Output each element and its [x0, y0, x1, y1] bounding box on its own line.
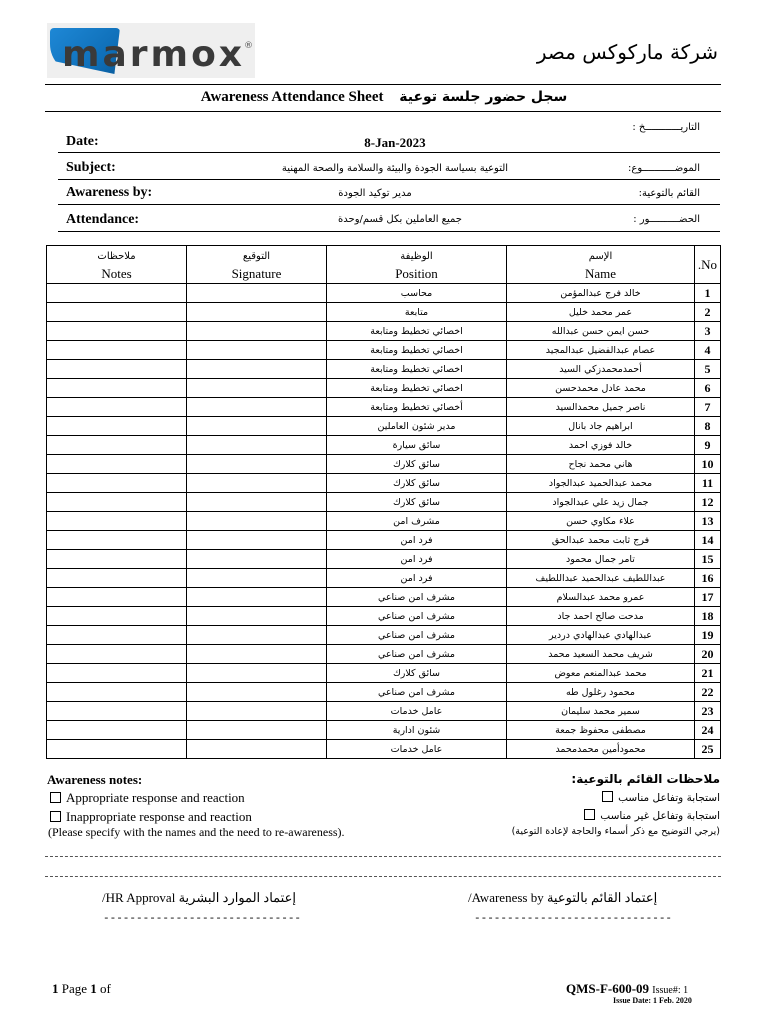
name-cell: محمد عبدالمنعم معوض [507, 664, 695, 683]
hr-approval-label: /HR Approval إعتماد الموارد البشرية [102, 890, 296, 905]
name-cell: مصطفى محفوظ جمعة [507, 721, 695, 740]
signature-cell[interactable] [187, 398, 327, 417]
inappropriate-option-arabic[interactable] [582, 809, 720, 822]
position-cell: سائق كلارك [327, 474, 507, 493]
position-header: الوظيفة Position [327, 246, 507, 284]
position-cell: عامل خدمات [327, 702, 507, 721]
name-cell: ناصر جميل محمدالسيد [507, 398, 695, 417]
inappropriate-label-arabic: استجابة وتفاعل غير مناسب [600, 810, 720, 822]
table-row [47, 550, 721, 569]
number-cell: 8 [695, 417, 721, 436]
table-header-row [47, 246, 721, 284]
notes-cell[interactable] [47, 455, 187, 474]
notes-cell[interactable] [47, 531, 187, 550]
signature-header: التوقيع Signature [187, 246, 327, 284]
name-cell: عصام عبدالفضيل عبدالمجيد [507, 341, 695, 360]
name-cell: سمير محمد سليمان [507, 702, 695, 721]
notes-cell[interactable] [47, 740, 187, 759]
table-row [47, 303, 721, 322]
table-row [47, 626, 721, 645]
table-row [47, 702, 721, 721]
notes-cell[interactable] [47, 417, 187, 436]
table-row [47, 417, 721, 436]
table-row [47, 379, 721, 398]
appropriate-label-arabic: استجابة وتفاعل مناسب [618, 792, 720, 804]
position-cell: اخصائي تخطيط ومتابعة [327, 379, 507, 398]
number-cell: 16 [695, 569, 721, 588]
name-cell: محمد عبدالحميد عبدالجواد [507, 474, 695, 493]
position-cell: سائق كلارك [327, 493, 507, 512]
position-cell: مشرف امن صناعي [327, 607, 507, 626]
table-row [47, 341, 721, 360]
number-cell: 14 [695, 531, 721, 550]
date-rule [58, 152, 720, 153]
table-row [47, 721, 721, 740]
position-cell: مشرف امن صناعي [327, 626, 507, 645]
signature-cell[interactable] [187, 493, 327, 512]
position-cell: عامل خدمات [327, 740, 507, 759]
number-cell: 25 [695, 740, 721, 759]
signature-cell[interactable] [187, 626, 327, 645]
signature-cell[interactable] [187, 455, 327, 474]
appropriate-checkbox[interactable] [50, 792, 61, 803]
name-cell: علاء مكاوي حسن [507, 512, 695, 531]
notes-cell[interactable] [47, 398, 187, 417]
name-cell: عبدالهادي عبدالهادي دردير [507, 626, 695, 645]
name-cell: ابراهيم جاد بانال [507, 417, 695, 436]
name-cell: خالد فوزي احمد [507, 436, 695, 455]
table-row [47, 493, 721, 512]
position-cell: متابعة [327, 303, 507, 322]
registered-mark: ® [244, 41, 253, 51]
page-total: 1 [90, 981, 97, 996]
issue-date: Issue Date: 1 Feb. 2020 [613, 996, 692, 1005]
number-cell: 11 [695, 474, 721, 493]
notes-cell[interactable] [47, 284, 187, 303]
signature-cell[interactable] [187, 740, 327, 759]
company-logo: marmox [62, 34, 246, 75]
page-indicator [52, 981, 111, 997]
notes-cell[interactable] [47, 303, 187, 322]
subject-rule [58, 179, 720, 180]
name-cell: عمرو محمد عبدالسلام [507, 588, 695, 607]
sheet-title-en: Awareness Attendance Sheet [200, 89, 384, 105]
form-code-number: QMS-F-600-09 [566, 981, 650, 996]
number-cell: 24 [695, 721, 721, 740]
awareness-by-rule [58, 204, 720, 205]
notes-cell[interactable] [47, 702, 187, 721]
notes-cell[interactable] [47, 436, 187, 455]
number-cell: 13 [695, 512, 721, 531]
name-cell: شريف محمد السعيد محمد [507, 645, 695, 664]
name-cell: حسن ايمن حسن عبدالله [507, 322, 695, 341]
table-row [47, 322, 721, 341]
number-cell: 15 [695, 550, 721, 569]
signature-cell[interactable] [187, 379, 327, 398]
number-cell: 2 [695, 303, 721, 322]
notes-dash-line-2 [45, 876, 721, 877]
appropriate-option[interactable] [48, 790, 245, 806]
notes-dash-line-1 [45, 856, 721, 857]
number-cell: 4 [695, 341, 721, 360]
name-header: الإسم Name [507, 246, 695, 284]
inappropriate-option[interactable] [48, 809, 252, 825]
name-cell: مدحت صالح احمد جاد [507, 607, 695, 626]
position-cell: محاسب [327, 284, 507, 303]
name-cell: محمودأمين محمدمحمد [507, 740, 695, 759]
awareness-notes-title: Awareness notes: [47, 772, 143, 787]
sheet-title [0, 89, 768, 106]
table-row [47, 512, 721, 531]
date-label: Date: [66, 134, 99, 149]
position-cell: فرد امن [327, 531, 507, 550]
table-row [47, 588, 721, 607]
number-cell: 5 [695, 360, 721, 379]
notes-cell[interactable] [47, 474, 187, 493]
table-row [47, 360, 721, 379]
name-cell: تامر جمال محمود [507, 550, 695, 569]
inappropriate-checkbox-arabic[interactable] [584, 809, 595, 820]
table-row [47, 398, 721, 417]
awareness-by-label: Awareness by: [66, 185, 153, 200]
number-cell: 6 [695, 379, 721, 398]
notes-cell[interactable] [47, 645, 187, 664]
number-cell: 1 [695, 284, 721, 303]
subject-label-arabic: الموضـــــــــــوع: [628, 163, 700, 174]
signature-cell[interactable] [187, 474, 327, 493]
notes-cell[interactable] [47, 341, 187, 360]
notes-cell[interactable] [47, 721, 187, 740]
signature-cell[interactable] [187, 702, 327, 721]
name-cell: خالد فرج عبدالمؤمن [507, 284, 695, 303]
number-cell: 12 [695, 493, 721, 512]
inappropriate-label: Inappropriate response and reaction [66, 809, 252, 824]
number-cell: 18 [695, 607, 721, 626]
number-cell: 9 [695, 436, 721, 455]
company-name-arabic: شركة ماركوكس مصر [536, 40, 718, 64]
table-row [47, 645, 721, 664]
position-cell: سائق كلارك [327, 455, 507, 474]
notes-cell[interactable] [47, 379, 187, 398]
number-cell: 3 [695, 322, 721, 341]
position-cell: شئون ادارية [327, 721, 507, 740]
position-cell: مشرف امن [327, 512, 507, 531]
signature-cell[interactable] [187, 569, 327, 588]
awareness-approval-label: /Awareness by إعتماد القائم بالتوعية [468, 890, 658, 905]
signature-cell[interactable] [187, 683, 327, 702]
position-cell: اخصائي تخطيط ومتابعة [327, 322, 507, 341]
position-cell: سائق سيارة [327, 436, 507, 455]
position-cell: اخصائي تخطيط ومتابعة [327, 341, 507, 360]
position-cell: سائق كلارك [327, 664, 507, 683]
signature-cell[interactable] [187, 436, 327, 455]
form-code [566, 981, 688, 997]
date-value: 8-Jan-2023 [364, 135, 426, 150]
number-cell: 17 [695, 588, 721, 607]
number-cell: 7 [695, 398, 721, 417]
signature-cell[interactable] [187, 588, 327, 607]
awareness-signature-line: ------------------------------ [474, 913, 673, 925]
signature-cell[interactable] [187, 417, 327, 436]
notes-cell[interactable] [47, 664, 187, 683]
position-cell: اخصائي تخطيط ومتابعة [327, 360, 507, 379]
issue-number: Issue#: 1 [652, 985, 689, 996]
number-cell: 23 [695, 702, 721, 721]
page-text: Page [61, 981, 88, 996]
table-row [47, 740, 721, 759]
title-top-rule [45, 84, 721, 85]
name-cell: عبداللطيف عبدالحميد عبداللطيف [507, 569, 695, 588]
table-row [47, 531, 721, 550]
signature-cell[interactable] [187, 531, 327, 550]
table-row [47, 436, 721, 455]
table-row [47, 664, 721, 683]
name-cell: أحمدمحمدزكي السيد [507, 360, 695, 379]
attendance-table [46, 245, 721, 759]
name-cell: فرج ثابت محمد عبدالحق [507, 531, 695, 550]
table-row [47, 607, 721, 626]
signature-cell[interactable] [187, 284, 327, 303]
table-row [47, 284, 721, 303]
signature-cell[interactable] [187, 512, 327, 531]
number-cell: 10 [695, 455, 721, 474]
number-cell: 20 [695, 645, 721, 664]
hr-signature-line: ------------------------------ [103, 913, 302, 925]
appropriate-label: Appropriate response and reaction [66, 790, 245, 805]
attendance-label: Attendance: [66, 212, 140, 227]
attendance-rule [58, 231, 720, 232]
signature-cell[interactable] [187, 645, 327, 664]
position-cell: مدير شئون العاملين [327, 417, 507, 436]
signature-cell[interactable] [187, 341, 327, 360]
signature-cell[interactable] [187, 303, 327, 322]
notes-cell[interactable] [47, 607, 187, 626]
notes-cell[interactable] [47, 626, 187, 645]
awareness-by-label-arabic: القائم بالتوعية: [638, 188, 700, 199]
subject-value: التوعية بسياسة الجودة والبيئة والسلامة والصحة المهنية [281, 163, 509, 174]
name-cell: محمد عادل محمدحسن [507, 379, 695, 398]
signature-cell[interactable] [187, 360, 327, 379]
notes-cell[interactable] [47, 569, 187, 588]
page-of: of [100, 981, 111, 996]
signature-cell[interactable] [187, 322, 327, 341]
attendance-value: جميع العاملين بكل قسم/وحدة [338, 214, 462, 225]
number-header: .No [695, 246, 721, 284]
signature-cell[interactable] [187, 550, 327, 569]
position-cell: فرد امن [327, 550, 507, 569]
notes-header: ملاحظات Notes [47, 246, 187, 284]
notes-cell[interactable] [47, 512, 187, 531]
appropriate-option-arabic[interactable] [600, 791, 720, 804]
name-cell: هاني محمد نجاح [507, 455, 695, 474]
date-label-arabic: التاريــــــــــــخ : [632, 122, 700, 133]
awareness-notes-title-arabic: ملاحظات القائم بالتوعية: [571, 772, 720, 786]
table-row [47, 474, 721, 493]
signature-cell[interactable] [187, 664, 327, 683]
name-cell: جمال زيد علي عبدالجواد [507, 493, 695, 512]
signature-cell[interactable] [187, 607, 327, 626]
inappropriate-checkbox[interactable] [50, 811, 61, 822]
notes-cell[interactable] [47, 550, 187, 569]
title-bottom-rule [45, 111, 721, 112]
specify-note-arabic: (يرجي التوضيح مع ذكر أسماء والحاجة لإعادة التوعية) [511, 826, 720, 837]
subject-label: Subject: [66, 160, 116, 175]
signature-cell[interactable] [187, 721, 327, 740]
notes-cell[interactable] [47, 360, 187, 379]
number-cell: 22 [695, 683, 721, 702]
position-cell: أخصائي تخطيط ومتابعة [327, 398, 507, 417]
appropriate-checkbox-arabic[interactable] [602, 791, 613, 802]
notes-cell[interactable] [47, 322, 187, 341]
notes-cell[interactable] [47, 493, 187, 512]
awareness-by-value: مدير توكيد الجودة [338, 188, 412, 199]
position-cell: مشرف امن صناعي [327, 683, 507, 702]
table-row [47, 455, 721, 474]
position-cell: فرد امن [327, 569, 507, 588]
table-row [47, 569, 721, 588]
table-row [47, 683, 721, 702]
attendance-label-arabic: الحضــــــــــور : [633, 214, 700, 225]
position-cell: مشرف امن صناعي [327, 588, 507, 607]
notes-cell[interactable] [47, 683, 187, 702]
name-cell: محمود رغلول طه [507, 683, 695, 702]
number-cell: 19 [695, 626, 721, 645]
sheet-title-ar: سجل حضور جلسة توعية [399, 89, 568, 105]
page-number: 1 [52, 981, 59, 996]
position-cell: مشرف امن صناعي [327, 645, 507, 664]
specify-note: (Please specify with the names and the need to re-awareness). [48, 825, 345, 839]
name-cell: عمر محمد خليل [507, 303, 695, 322]
number-cell: 21 [695, 664, 721, 683]
notes-cell[interactable] [47, 588, 187, 607]
